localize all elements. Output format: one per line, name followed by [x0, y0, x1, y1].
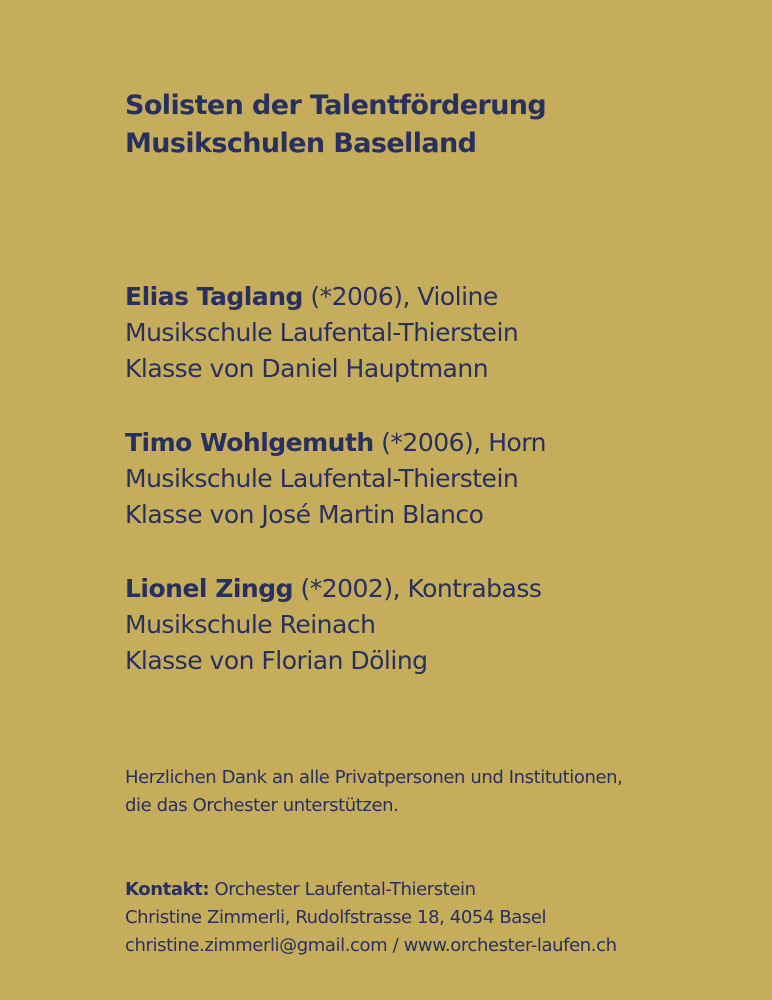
page-title — [125, 87, 546, 163]
contact-organization-line — [125, 876, 617, 904]
soloist-name-line — [125, 571, 541, 607]
title-line-1: Solisten der Talentförderung — [125, 90, 547, 121]
contact-organization: Orchester Laufental-Thierstein — [209, 879, 476, 900]
soloist-entry — [125, 571, 541, 679]
soloist-teacher: Klasse von José Martin Blanco — [125, 500, 484, 529]
soloist-name: Elias Taglang — [125, 282, 303, 311]
thanks-line-1: Herzlichen Dank an alle Privatpersonen und Institutionen, — [125, 767, 623, 788]
title-line-2: Musikschulen Baselland — [125, 128, 477, 159]
soloist-teacher: Klasse von Florian Döling — [125, 646, 428, 675]
soloist-entry — [125, 279, 518, 387]
soloist-name-line — [125, 425, 546, 461]
contact-label: Kontakt: — [125, 879, 210, 900]
soloist-details: (*2006), Horn — [373, 428, 546, 457]
soloist-school: Musikschule Laufental-Thierstein — [125, 318, 519, 347]
thanks-note — [125, 764, 622, 820]
soloist-school: Musikschule Reinach — [125, 610, 376, 639]
thanks-line-2: die das Orchester unterstützen. — [125, 795, 399, 816]
soloist-school: Musikschule Laufental-Thierstein — [125, 464, 519, 493]
contact-address: Christine Zimmerli, Rudolfstrasse 18, 4054 Basel — [125, 907, 547, 928]
contact-email-web: christine.zimmerli@gmail.com / www.orchester-laufen.ch — [125, 935, 617, 956]
soloist-entry — [125, 425, 546, 533]
soloist-name: Timo Wohlgemuth — [125, 428, 374, 457]
soloist-teacher: Klasse von Daniel Hauptmann — [125, 354, 489, 383]
soloist-details: (*2002), Kontrabass — [293, 574, 542, 603]
soloist-details: (*2006), Violine — [302, 282, 498, 311]
soloist-name-line — [125, 279, 518, 315]
soloist-name: Lionel Zingg — [125, 574, 293, 603]
contact-block — [125, 876, 617, 960]
